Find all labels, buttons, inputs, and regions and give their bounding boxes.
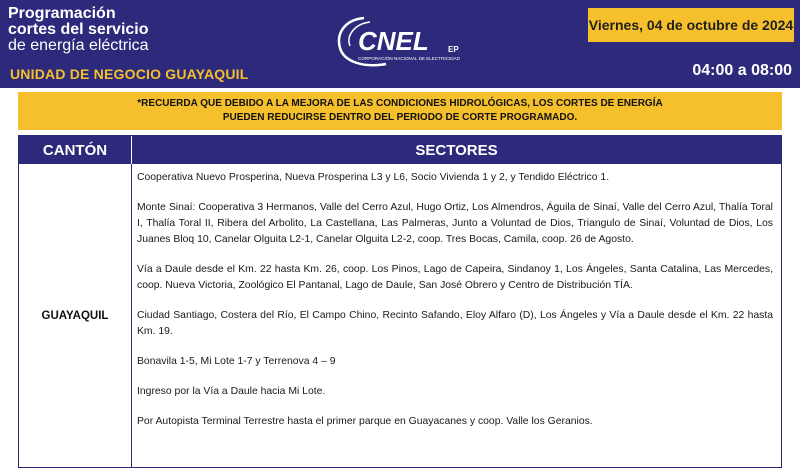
- header-canton: CANTÓN: [19, 136, 132, 164]
- sectores-cell: [137, 170, 773, 444]
- header-banner: [0, 0, 800, 88]
- notice-banner: [18, 92, 782, 130]
- notice-line-2: PUEDEN REDUCIRSE DENTRO DEL PERIODO DE CORTE PROGRAMADO.: [222, 112, 578, 123]
- sector-paragraph: Ciudad Santiago, Costera del Río, El Campo Chino, Recinto Safando, Eloy Alfaro (D), Los Ángeles y Vía a Daule desde el Km. 22 hasta Km. 19.: [137, 310, 773, 337]
- logo-suffix-text: EP: [448, 45, 459, 54]
- outage-table: [18, 135, 782, 468]
- logo-brand-text: CNEL: [358, 26, 429, 56]
- title-line-3: de energía eléctrica: [8, 37, 149, 54]
- date-badge: [588, 8, 794, 42]
- cnel-logo-icon: [334, 12, 494, 70]
- header-sectores: SECTORES: [415, 141, 498, 159]
- notice-line-1: *RECUERDA QUE DEBIDO A LA MEJORA DE LAS CONDICIONES HIDROLÓGICAS, LOS CORTES DE ENERGÍA: [137, 98, 663, 109]
- canton-cell: GUAYAQUIL: [19, 164, 132, 467]
- title-line-1: Programación: [8, 5, 116, 22]
- sector-paragraph: Cooperativa Nuevo Prosperina, Nueva Prosperina L3 y L6, Socio Vivienda 1 y 2, y Tendido Eléctrico 1.: [137, 172, 610, 183]
- sector-paragraph: Ingreso por la Vía a Daule hacia Mi Lote.: [137, 386, 326, 397]
- sector-paragraph: Bonavila 1-5, Mi Lote 1-7 y Terrenova 4 – 9: [137, 356, 336, 367]
- sector-paragraph: Monte Sinaí: Cooperativa 3 Hermanos, Valle del Cerro Azul, Hugo Ortiz, Los Almendros, Águila de Sinaí, Valle del Cerro Azul, Thalía Toral I, Thalía Toral II, Ribera del Arbolito, La Castellana, Las Palmeras, Junto a Voluntad de Dios, Triangulo de Sinaí, Voluntad de Dios, Los Juanes Bloq 10, Canelar Olguita L2-1, Canelar Olguita L2-2, coop. Tres Bocas, Camila, coop. 26 de Agosto.: [137, 202, 773, 245]
- sector-paragraph: Vía a Daule desde el Km. 22 hasta Km. 26, coop. Los Pinos, Lago de Capeira, Sindanoy 1, Los Ángeles, Santa Catalina, Las Mercedes, coop. Nueva Victoria, Zoológico El Pantanal, Lago de Daule, San José Obrero y Centro de Distribución TÍA.: [137, 264, 773, 291]
- title-line-2: cortes del servicio: [8, 21, 149, 38]
- logo-subtitle-text: CORPORACIÓN NACIONAL DE ELECTRICIDAD: [358, 56, 460, 61]
- sector-paragraph: Por Autopista Terminal Terrestre hasta el primer parque en Guayacanes y coop. Valle los Geranios.: [137, 416, 593, 427]
- program-title: [8, 6, 149, 54]
- table-header: [19, 136, 781, 164]
- business-unit-label: UNIDAD DE NEGOCIO GUAYAQUIL: [10, 66, 249, 82]
- time-range: 04:00 a 08:00: [692, 62, 792, 79]
- date-text: Viernes, 04 de octubre de 2024: [588, 17, 794, 33]
